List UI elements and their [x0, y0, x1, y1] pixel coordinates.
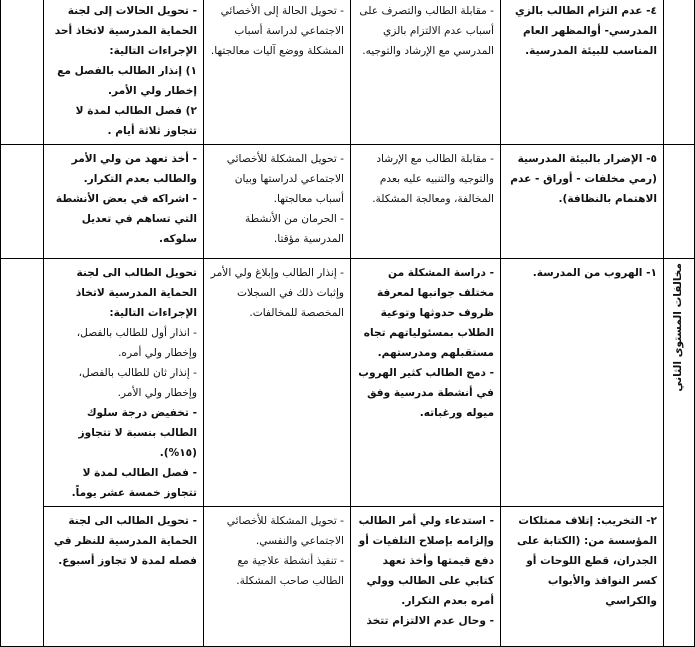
procedure-text: - انذار أول للطالب بالفصل، وإخطار ولي أمره.: [76, 327, 197, 359]
procedure-text: - أخذ تعهد من ولي الأمر والطالب بعدم التكرار.: [71, 153, 197, 185]
procedure-text: - مقابلة الطالب والتصرف على أسباب عدم الالتزام بالزي المدرسي مع الإرشاد والتوجيه.: [359, 5, 494, 57]
violation-text: ٤- عدم التزام الطالب بالزي المدرسي- أوالمظهر العام المناسب للبيئة المدرسية.: [515, 5, 657, 57]
procedure-text: - إنذار الطالب وإبلاغ ولي الأمر وإثبات ذلك في السجلات المخصصة للمخالفات.: [210, 267, 344, 319]
procedure-text: - تحويل الطالب الى لجنة الحماية المدرسية للنظر في فصله لمدة لا تجاوز أسبوع.: [53, 515, 197, 567]
procedure-text: - فصل الطالب لمدة لا تتجاوز خمسة عشر يوماً.: [71, 467, 197, 499]
procedure-text: - اشراكه في بعض الأنشطة التي تساهم في تعديل سلوكه.: [55, 193, 197, 245]
table-row: [1, 259, 695, 507]
table-row: [1, 145, 695, 259]
procedure-2-cell: [204, 145, 351, 259]
procedure-text: - تخفيض درجة سلوك الطالب بنسبة لا تتجاوز (١٥%).: [78, 407, 197, 459]
violation-cell: [501, 145, 664, 259]
procedure-1-cell: [351, 145, 501, 259]
procedure-text: - تحويل المشكلة للأخصائي الاجتماعي لدراستها وبيان أسباب معالجتها.: [226, 153, 344, 205]
procedure-text: - تنفيذ أنشطة علاجية مع الطالب صاحب المشكلة.: [236, 555, 344, 587]
violation-text: ٢- التخريب: إتلاف ممتلكات المؤسسة من: (الكتابة على الجدران، قطع اللوحات أو كسر النوافذ والأبواب والكراسي: [517, 515, 657, 607]
procedure-3-cell: [44, 507, 204, 647]
violation-text: ٥- الإضرار بالبيئة المدرسية (رمي مخلفات - أوراق - عدم الاهتمام بالنظافة).: [510, 153, 657, 205]
level-cell: [664, 259, 695, 647]
procedure-3-cell: [44, 0, 204, 145]
procedure-text: - استدعاء ولي أمر الطالب وإلزامه بإصلاح التلفيات أو دفع قيمتها وأخذ تعهد كتابي على الطالب وولي أمره بعدم التكرار.: [358, 515, 494, 607]
violation-cell: [501, 0, 664, 145]
procedure-text: - وحال عدم الالتزام تتخذ: [366, 615, 494, 627]
level-cell: [664, 0, 695, 145]
procedure-1-cell: [351, 259, 501, 507]
margin-cell: [1, 0, 44, 145]
procedure-text: - دمج الطالب كثير الهروب في أنشطة مدرسية وفق ميوله ورغباته.: [358, 367, 494, 419]
violation-text: ١- الهروب من المدرسة.: [532, 267, 657, 279]
margin-cell: [1, 145, 44, 259]
procedure-3-cell: [44, 259, 204, 507]
procedure-text: - تحويل الحالات إلى لجنة الحماية المدرسية لاتخاذ أحد الإجراءات التالية:: [54, 5, 197, 57]
procedure-1-cell: [351, 0, 501, 145]
level-label: مخالفات المستوى الثاني: [672, 263, 684, 392]
procedure-2-cell: [204, 507, 351, 647]
margin-cell: [1, 259, 44, 647]
procedure-3-cell: [44, 145, 204, 259]
procedure-text: - إنذار ثان للطالب بالفصل، وإخطار ولي الأمر.: [78, 367, 197, 399]
procedure-text: - دراسة المشكلة من مختلف جوانبها لمعرفة ظروف حدوثها وتوعية الطلاب بمسئولياتهم تجاه مستقبلهم ومدرستهم.: [363, 267, 494, 359]
level-cell: [664, 145, 695, 259]
procedure-text: - تحويل المشكلة للأخصائي الاجتماعي والنفسي.: [226, 515, 344, 547]
procedure-text: ٢) فصل الطالب لمدة لا تتجاوز ثلاثة أيام .: [75, 105, 197, 137]
violation-cell: [501, 259, 664, 507]
violation-cell: [501, 507, 664, 647]
procedure-1-cell: [351, 507, 501, 647]
procedure-text: تحويل الطالب الى لجنة الحماية المدرسية لاتخاذ الإجراءات التالية:: [75, 267, 197, 319]
procedure-text: ١) إنذار الطالب بالفصل مع إخطار ولي الأمر.: [57, 65, 197, 97]
procedure-text: - مقابلة الطالب مع الإرشاد والتوجيه والتنبيه عليه بعدم المخالفة، ومعالجة المشكلة.: [372, 153, 494, 205]
table-row: [1, 507, 695, 647]
procedure-text: - الحرمان من الأنشطة المدرسية مؤقتا.: [245, 213, 344, 245]
procedure-2-cell: [204, 259, 351, 507]
procedure-2-cell: [204, 0, 351, 145]
procedure-text: - تحويل الحالة إلى الأخصائي الاجتماعي لدراسة أسباب المشكلة ووضع آليات معالجتها.: [210, 5, 344, 57]
table-row: [1, 0, 695, 145]
